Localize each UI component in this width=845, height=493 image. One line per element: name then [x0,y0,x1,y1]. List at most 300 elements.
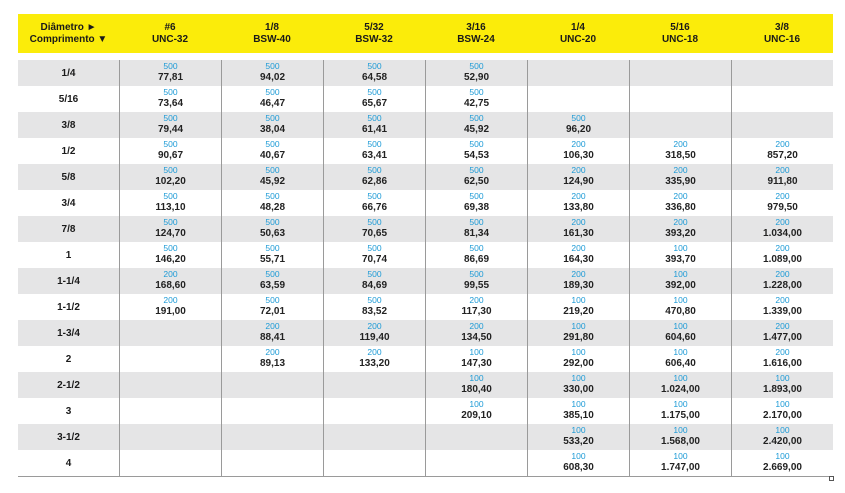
table-cell [527,112,629,138]
table-cell [629,424,731,450]
cell-price: 191,00 [155,306,186,317]
cell-price: 2.170,00 [763,410,802,421]
table-cell [629,216,731,242]
cell-price: 209,10 [461,410,492,421]
cell-quantity: 500 [367,295,382,305]
cell-price: 606,40 [665,358,696,369]
cell-price: 180,40 [461,384,492,395]
cell-price: 2.669,00 [763,462,802,473]
cell-quantity: 200 [775,139,790,149]
header-diameter: #6 [164,21,176,33]
cell-quantity: 100 [673,347,688,357]
table-cell [731,268,833,294]
header-column-1 [221,14,323,53]
cell-quantity: 200 [571,139,586,149]
header-column-2 [323,14,425,53]
row-length-label: 1 [65,249,72,261]
table-cell [323,450,425,476]
cell-price: 1.339,00 [763,306,802,317]
table-cell [425,372,527,398]
cell-quantity: 200 [367,347,382,357]
cell-quantity: 500 [367,217,382,227]
price-table [18,60,833,476]
cell-price: 69,38 [463,202,490,213]
table-cell [425,294,527,320]
cell-quantity: 500 [265,295,280,305]
table-cell [425,86,527,112]
table-cell [425,320,527,346]
table-cell [629,86,731,112]
cell-quantity: 200 [571,191,586,201]
cell-price: 133,80 [563,202,594,213]
table-cell [323,424,425,450]
table-cell [629,346,731,372]
table-cell [731,398,833,424]
cell-price: 45,92 [259,176,286,187]
table-cell [425,268,527,294]
cell-quantity: 200 [775,295,790,305]
table-row [18,450,833,476]
table-cell [119,138,221,164]
row-length-label: 1/2 [61,145,76,157]
cell-price: 318,50 [665,150,696,161]
header-column-0 [119,14,221,53]
table-cell [527,60,629,86]
cell-price: 79,44 [157,124,184,135]
cell-quantity: 200 [775,217,790,227]
cell-quantity: 500 [265,87,280,97]
cell-quantity: 500 [367,191,382,201]
cell-price: 385,10 [563,410,594,421]
table-cell [119,372,221,398]
table-cell [221,60,323,86]
table-row [18,424,833,450]
table-cell [629,320,731,346]
table-row [18,86,833,112]
row-length-label: 5/8 [61,171,76,183]
table-cell [119,60,221,86]
table-cell [527,424,629,450]
table-cell [221,346,323,372]
cell-price: 38,04 [259,124,286,135]
cell-quantity: 500 [367,87,382,97]
cell-price: 133,20 [359,358,390,369]
cell-price: 1.568,00 [661,436,700,447]
table-cell [731,320,833,346]
table-row [18,164,833,190]
table-cell [221,450,323,476]
table-cell [221,138,323,164]
table-row [18,294,833,320]
cell-quantity: 100 [571,295,586,305]
table-cell [323,164,425,190]
cell-quantity: 500 [469,191,484,201]
cell-quantity: 100 [673,399,688,409]
cell-price: 1.034,00 [763,228,802,239]
cell-quantity: 500 [163,191,178,201]
cell-quantity: 500 [163,165,178,175]
table-cell [221,424,323,450]
table-cell [731,190,833,216]
cell-quantity: 200 [571,243,586,253]
table-cell [527,242,629,268]
cell-quantity: 500 [163,217,178,227]
table-row [18,190,833,216]
table-cell [527,86,629,112]
cell-price: 533,20 [563,436,594,447]
cell-price: 134,50 [461,332,492,343]
cell-price: 146,20 [155,254,186,265]
cell-price: 86,69 [463,254,490,265]
cell-price: 124,70 [155,228,186,239]
table-cell [119,190,221,216]
cell-quantity: 500 [367,113,382,123]
cell-quantity: 200 [673,217,688,227]
cell-price: 161,30 [563,228,594,239]
cell-quantity: 100 [571,321,586,331]
header-thread: UNC-16 [763,33,801,45]
cell-price: 392,00 [665,280,696,291]
header-diameter: 1/4 [571,21,585,33]
table-cell [323,294,425,320]
table-cell [425,60,527,86]
cell-quantity: 500 [469,165,484,175]
cell-quantity: 100 [775,399,790,409]
table-cell [527,268,629,294]
cell-price: 1.477,00 [763,332,802,343]
cell-quantity: 200 [265,347,280,357]
cell-quantity: 100 [571,347,586,357]
cell-quantity: 500 [163,61,178,71]
table-row [18,60,833,86]
cell-quantity: 100 [469,347,484,357]
cell-price: 336,80 [665,202,696,213]
length-label: Comprimento ▼ [29,33,108,45]
table-cell [323,320,425,346]
cell-price: 40,67 [259,150,286,161]
row-length-label: 1-1/2 [57,301,80,313]
header-column-4 [527,14,629,53]
table-cell [527,190,629,216]
header-thread: UNC-20 [559,33,597,45]
cell-quantity: 200 [775,191,790,201]
cell-price: 73,64 [157,98,184,109]
cell-quantity: 500 [469,243,484,253]
row-length-label: 3 [65,405,72,417]
table-cell [425,450,527,476]
table-cell [629,398,731,424]
cell-price: 117,30 [461,306,492,317]
cell-quantity: 500 [265,165,280,175]
cell-price: 94,02 [259,72,286,83]
cell-quantity: 100 [571,399,586,409]
table-cell [323,190,425,216]
table-cell [221,320,323,346]
cell-price: 147,30 [461,358,492,369]
table-cell [731,424,833,450]
diameter-label: Diâmetro ► [40,21,97,33]
table-cell [221,216,323,242]
cell-price: 393,20 [665,228,696,239]
cell-quantity: 200 [571,269,586,279]
cell-price: 64,58 [361,72,388,83]
cell-quantity: 500 [469,87,484,97]
table-cell [425,424,527,450]
cell-quantity: 200 [775,321,790,331]
table-cell [323,268,425,294]
cell-price: 63,59 [259,280,286,291]
header-column-3 [425,14,527,53]
cell-quantity: 100 [673,269,688,279]
cell-quantity: 500 [367,269,382,279]
table-cell [323,398,425,424]
resize-handle[interactable] [829,476,834,481]
header-thread: BSW-40 [253,33,291,45]
table-cell [119,112,221,138]
cell-price: 88,41 [259,332,286,343]
cell-price: 219,20 [563,306,594,317]
cell-price: 50,63 [259,228,286,239]
cell-price: 70,65 [361,228,388,239]
table-cell [731,164,833,190]
cell-price: 113,10 [155,202,186,213]
cell-quantity: 500 [163,87,178,97]
table-cell [629,164,731,190]
cell-price: 45,92 [463,124,490,135]
table-row [18,372,833,398]
table-cell [527,138,629,164]
cell-quantity: 100 [571,425,586,435]
cell-quantity: 100 [673,243,688,253]
cell-price: 52,90 [463,72,490,83]
cell-price: 292,00 [563,358,594,369]
cell-quantity: 100 [673,295,688,305]
table-cell [527,372,629,398]
table-cell [629,268,731,294]
table-cell [323,242,425,268]
row-length-label: 7/8 [61,223,76,235]
row-length-label: 3/4 [61,197,76,209]
table-row [18,320,833,346]
row-length-label: 4 [65,457,72,469]
cell-price: 979,50 [767,202,798,213]
cell-quantity: 500 [469,113,484,123]
cell-quantity: 500 [163,113,178,123]
table-cell [425,398,527,424]
table-row [18,242,833,268]
row-length-label: 2 [65,353,72,365]
cell-quantity: 200 [469,321,484,331]
cell-quantity: 200 [775,243,790,253]
cell-quantity: 200 [265,321,280,331]
cell-price: 62,86 [361,176,388,187]
header-diameter: 5/32 [364,21,384,33]
table-cell [119,320,221,346]
cell-price: 124,90 [563,176,594,187]
cell-quantity: 500 [469,139,484,149]
cell-price: 72,01 [259,306,286,317]
table-cell [731,138,833,164]
cell-price: 81,34 [463,228,490,239]
table-cell [119,424,221,450]
header-thread: UNC-18 [661,33,699,45]
header-diameter: 3/8 [775,21,789,33]
cell-price: 84,69 [361,280,388,291]
table-cell [731,60,833,86]
cell-price: 2.420,00 [763,436,802,447]
table-cell [425,346,527,372]
row-length-label: 1-1/4 [57,275,80,287]
cell-price: 77,81 [157,72,184,83]
cell-quantity: 100 [469,373,484,383]
cell-quantity: 500 [265,269,280,279]
cell-quantity: 500 [265,139,280,149]
header-diameter: 3/16 [466,21,486,33]
table-cell [221,372,323,398]
cell-quantity: 200 [673,191,688,201]
cell-price: 70,74 [361,254,388,265]
table-cell [221,294,323,320]
cell-price: 857,20 [767,150,798,161]
cell-price: 335,90 [665,176,696,187]
cell-price: 63,41 [361,150,388,161]
cell-price: 470,80 [665,306,696,317]
cell-quantity: 500 [367,165,382,175]
table-cell [425,242,527,268]
cell-price: 1.089,00 [763,254,802,265]
table-cell [323,86,425,112]
cell-quantity: 200 [673,165,688,175]
table-cell [527,450,629,476]
row-length-label: 5/16 [58,93,79,105]
table-cell [731,346,833,372]
cell-price: 1.747,00 [661,462,700,473]
cell-quantity: 500 [163,243,178,253]
cell-price: 1.175,00 [661,410,700,421]
table-cell [731,86,833,112]
cell-price: 102,20 [155,176,186,187]
cell-price: 1.228,00 [763,280,802,291]
table-cell [629,242,731,268]
cell-quantity: 100 [775,373,790,383]
cell-quantity: 200 [367,321,382,331]
table-cell [323,112,425,138]
cell-price: 83,52 [361,306,388,317]
cell-quantity: 200 [775,165,790,175]
cell-price: 90,67 [157,150,184,161]
header-column-6 [731,14,833,53]
row-length-label: 3-1/2 [57,431,80,443]
cell-quantity: 100 [571,373,586,383]
table-cell [629,138,731,164]
table-cell [527,320,629,346]
cell-price: 393,70 [665,254,696,265]
cell-price: 1.893,00 [763,384,802,395]
row-length-label: 1/4 [61,67,76,79]
table-cell [731,372,833,398]
cell-price: 291,80 [563,332,594,343]
table-cell [221,112,323,138]
cell-quantity: 100 [673,321,688,331]
table-cell [629,450,731,476]
cell-quantity: 100 [673,425,688,435]
table-cell [629,112,731,138]
cell-quantity: 200 [163,295,178,305]
cell-quantity: 200 [673,139,688,149]
table-cell [119,164,221,190]
cell-quantity: 500 [265,113,280,123]
cell-quantity: 100 [673,451,688,461]
table-cell [731,294,833,320]
table-cell [119,242,221,268]
table-cell [119,216,221,242]
row-length-label: 1-3/4 [57,327,80,339]
cell-quantity: 200 [775,269,790,279]
cell-price: 911,80 [767,176,798,187]
table-cell [731,112,833,138]
cell-quantity: 200 [571,217,586,227]
cell-price: 168,60 [155,280,186,291]
cell-price: 189,30 [563,280,594,291]
table-cell [425,190,527,216]
cell-quantity: 500 [469,269,484,279]
table-row [18,398,833,424]
table-cell [221,164,323,190]
table-cell [425,112,527,138]
cell-price: 96,20 [565,124,592,135]
cell-quantity: 500 [469,217,484,227]
cell-quantity: 200 [571,165,586,175]
cell-price: 89,13 [259,358,286,369]
cell-quantity: 500 [265,243,280,253]
cell-price: 48,28 [259,202,286,213]
cell-quantity: 500 [367,243,382,253]
table-row [18,216,833,242]
table-cell [425,164,527,190]
header-diameter: 5/16 [670,21,690,33]
cell-quantity: 500 [571,113,586,123]
cell-price: 62,50 [463,176,490,187]
header-corner-cell [18,14,119,53]
table-cell [119,294,221,320]
table-cell [629,294,731,320]
cell-quantity: 100 [775,425,790,435]
header-thread: BSW-24 [457,33,495,45]
cell-price: 42,75 [463,98,490,109]
table-cell [527,216,629,242]
cell-quantity: 500 [469,61,484,71]
table-cell [119,346,221,372]
cell-quantity: 100 [775,451,790,461]
cell-quantity: 200 [469,295,484,305]
cell-quantity: 200 [775,347,790,357]
table-bottom-border [18,476,833,477]
cell-price: 608,30 [563,462,594,473]
table-header [18,14,833,53]
table-cell [221,268,323,294]
table-cell [323,138,425,164]
table-cell [425,216,527,242]
cell-quantity: 500 [367,139,382,149]
header-thread: BSW-32 [355,33,393,45]
cell-price: 1.024,00 [661,384,700,395]
table-cell [119,86,221,112]
table-cell [119,268,221,294]
table-cell [323,60,425,86]
cell-price: 119,40 [359,332,390,343]
table-cell [731,216,833,242]
cell-price: 99,55 [463,280,490,291]
